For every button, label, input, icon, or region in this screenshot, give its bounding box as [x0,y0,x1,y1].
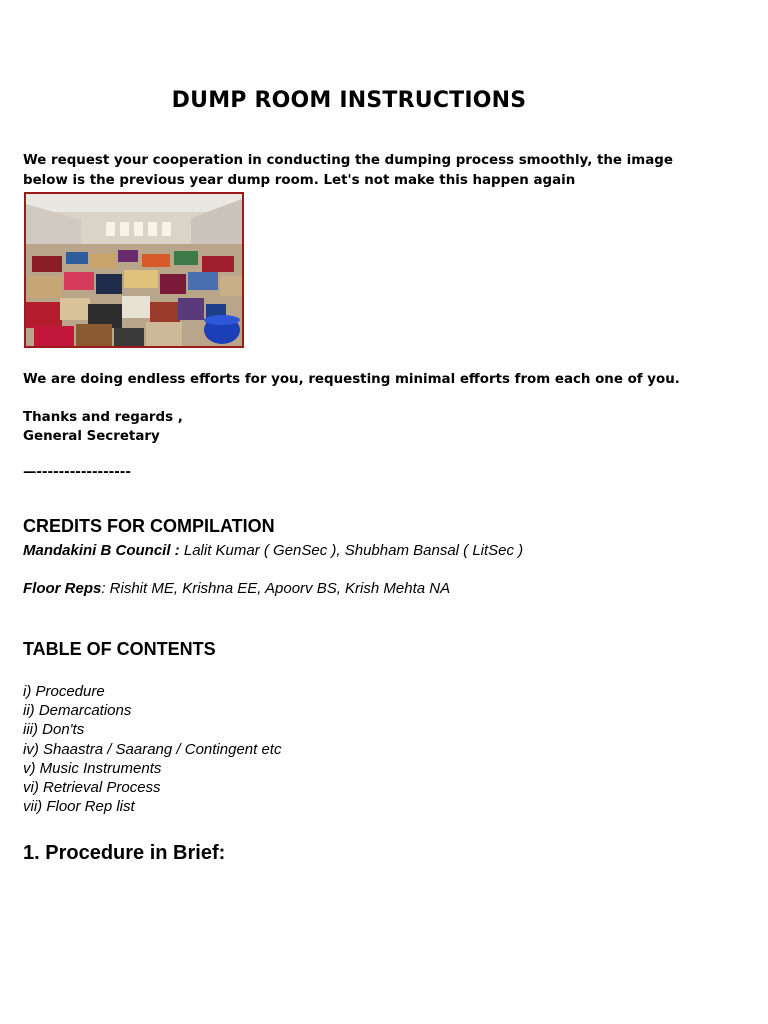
efforts-paragraph: We are doing endless efforts for you, requesting minimal efforts from each one of you. [23,372,680,387]
dump-room-illustration [26,194,242,346]
toc-item-demarcations: ii) Demarcations [23,702,132,720]
council-label: Mandakini B Council : [23,542,180,559]
separator-line: —----------------- [23,465,131,480]
intro-paragraph: We request your cooperation in conducting the dumping process smoothly, the image below is the previous year dump room. Let's not make this happen again [23,153,673,188]
toc-heading: TABLE OF CONTENTS [23,639,216,659]
procedure-heading: 1. Procedure in Brief: [23,842,226,864]
toc-item-floor-rep-list: vii) Floor Rep list [23,798,135,816]
toc-item-music-instruments: v) Music Instruments [23,759,162,777]
toc-item-procedure: i) Procedure [23,683,105,700]
page-title: DUMP ROOM INSTRUCTIONS [171,88,527,113]
floor-reps-names: : Rishit ME, Krishna EE, Apoorv BS, Krish Mehta NA [101,580,451,597]
council-names: Lalit Kumar ( GenSec ), Shubham Bansal ( LitSec ) [179,542,524,559]
toc-list [23,682,281,816]
floor-reps-credit-line [23,580,450,597]
toc-item-retrieval-process: vi) Retrieval Process [23,779,161,797]
toc-item-shaastra: iv) Shaastra / Saarang / Contingent etc [23,740,282,758]
toc-item-donts: iii) Don'ts [23,721,85,739]
credits-heading: CREDITS FOR COMPILATION [23,516,275,536]
floor-reps-label: Floor Reps [23,580,102,597]
signature-line: General Secretary [23,429,160,444]
thanks-line: Thanks and regards , [23,410,183,425]
council-credit-line [23,542,523,559]
dump-room-photo [24,192,244,348]
